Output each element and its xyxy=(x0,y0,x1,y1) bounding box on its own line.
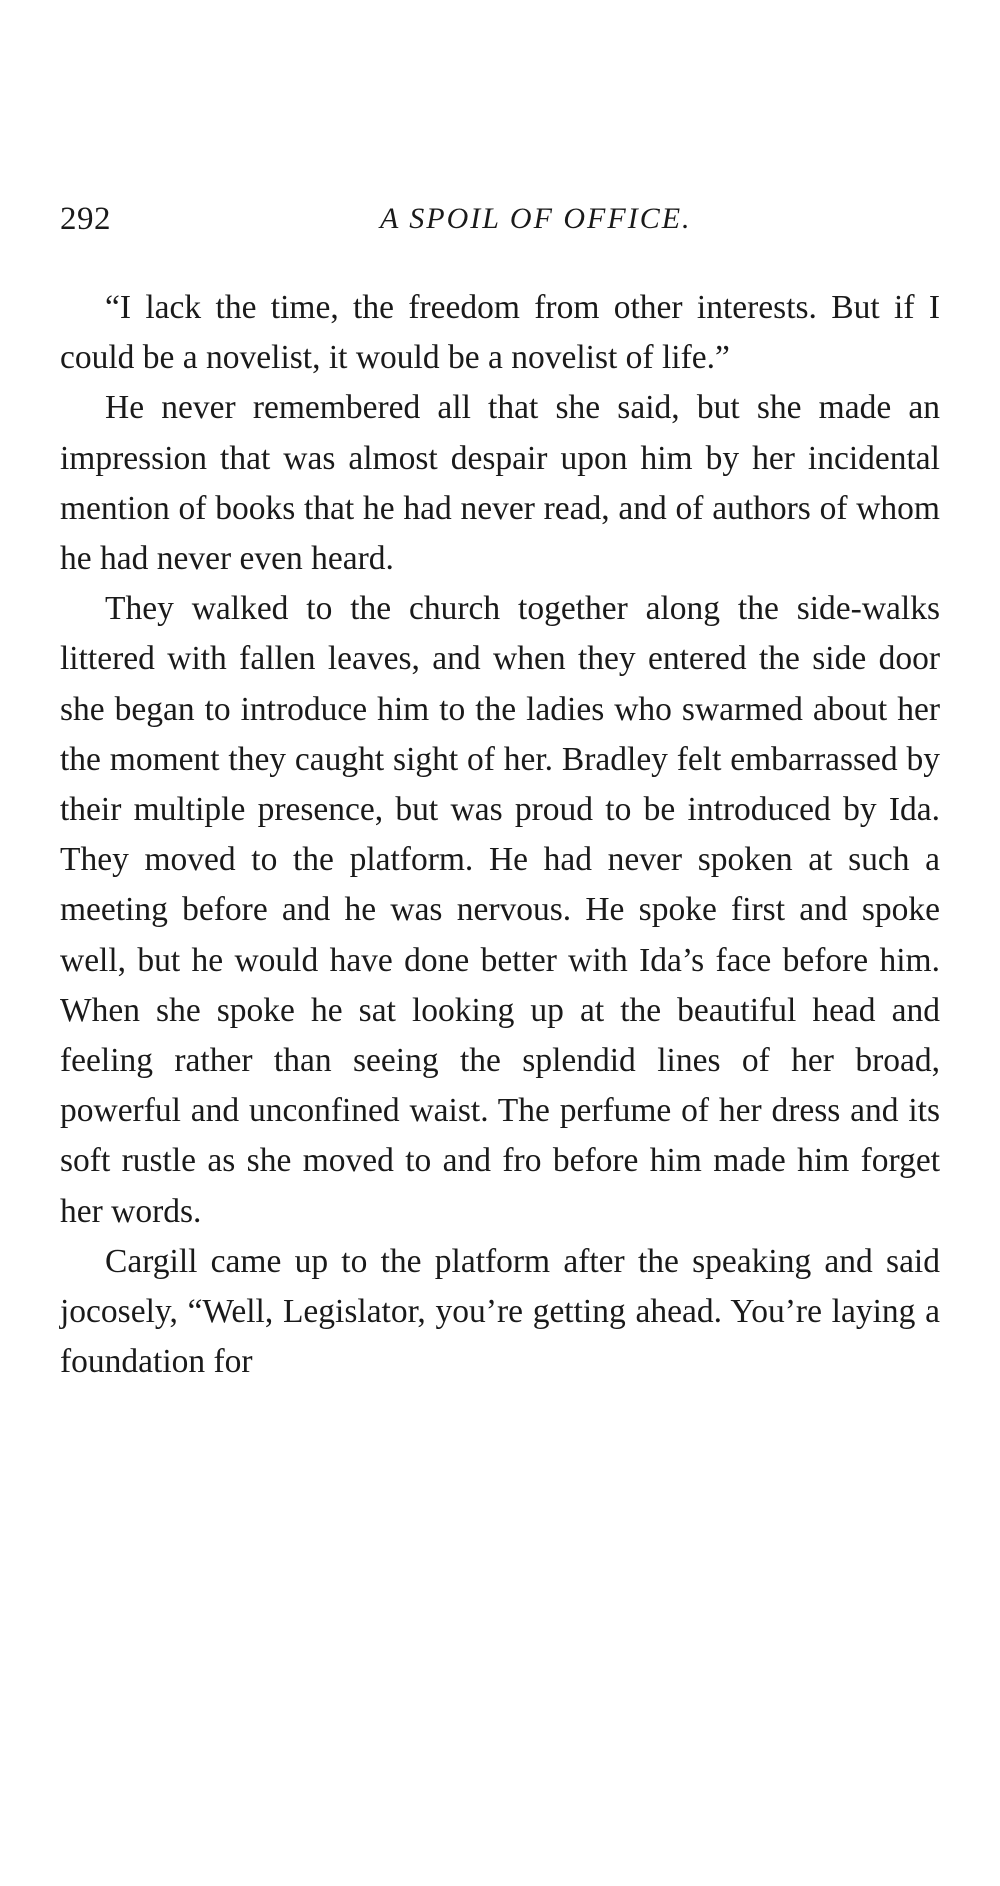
running-title: A SPOIL OF OFFICE. xyxy=(380,202,692,235)
paragraph-1: “I lack the time, the freedom from other interests. But if I could be a novelist, it would be a novelist of life.” xyxy=(60,289,940,377)
paragraph-4: Cargill came up to the platform after the speaking and said jocosely, “Well, Legislator, you’re getting ahead. You’re laying a foundation for xyxy=(60,1242,940,1381)
running-head xyxy=(60,194,940,244)
paragraph-3: They walked to the church together along the side-walks littered with fallen leaves, and when they entered the side door she began to introduce him to the ladies who swarmed about her the moment they caught sight of her. Bradley felt embarrassed by their multiple presence, but was proud to be introduced by Ida. They moved to the platform. He had never spoken at such a meeting before and he was nervous. He spoke first and spoke well, but he would have done better with Ida’s face before him. When she spoke he sat looking up at the beautiful head and feeling rather than seeing the splendid lines of her broad, powerful and unconfined waist. The perfume of her dress and its soft rustle as she moved to and fro before him made him forget her words. xyxy=(60,590,940,1230)
body-text xyxy=(60,283,940,1387)
paragraph-2: He never remembered all that she said, but she made an impression that was almost despair upon him by her incidental mention of books that he had never read, and of authors of whom he had never even heard. xyxy=(60,389,940,578)
page-number: 292 xyxy=(60,201,111,237)
